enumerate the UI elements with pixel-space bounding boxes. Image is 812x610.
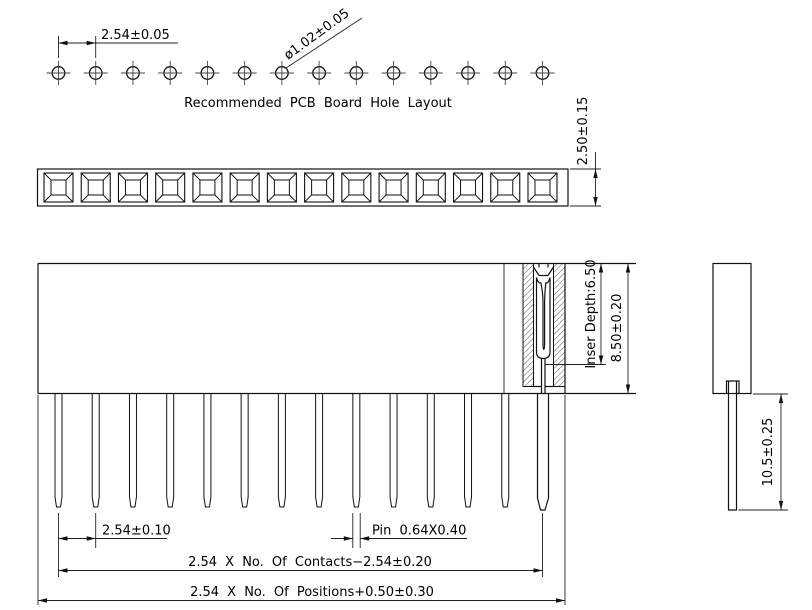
- side-view-pin: [729, 381, 737, 510]
- pin: [427, 394, 434, 508]
- pin: [465, 394, 472, 508]
- socket-inner-square: [51, 180, 66, 195]
- socket-inner-square: [461, 180, 476, 195]
- socket-chamfer-lines: [267, 173, 296, 202]
- positions-span-label: 2.54 X No. Of Positions+0.50±0.30: [190, 585, 434, 600]
- hole-crosshair: [307, 61, 331, 85]
- top-view-sockets: [44, 173, 557, 202]
- side-view-body: [713, 264, 751, 394]
- pin: [241, 394, 248, 508]
- pin: [278, 394, 285, 508]
- socket-inner-square: [200, 180, 215, 195]
- socket-inner-square: [386, 180, 401, 195]
- socket-inner-square: [535, 180, 550, 195]
- socket-chamfer-lines: [342, 173, 371, 202]
- socket-inner-square: [498, 180, 513, 195]
- socket-chamfer-lines: [156, 173, 185, 202]
- strip-height-label: 2.50±0.15: [576, 96, 591, 166]
- hole-diameter-label: ø1.02±0.05: [281, 5, 353, 64]
- pin: [316, 394, 323, 508]
- hole-crosshair: [121, 61, 145, 85]
- socket-inner-square: [423, 180, 438, 195]
- socket-chamfer-lines: [528, 173, 557, 202]
- hole-crosshair: [382, 61, 406, 85]
- socket-chamfer-lines: [230, 173, 259, 202]
- pin: [390, 394, 397, 508]
- pin: [502, 394, 509, 508]
- hole-crosshair: [344, 61, 368, 85]
- pin: [353, 394, 360, 508]
- socket-inner-square: [125, 180, 140, 195]
- pin-length-label: 10.5±0.25: [761, 417, 776, 487]
- pin: [204, 394, 211, 508]
- section-pin: [538, 394, 549, 511]
- socket-chamfer-lines: [305, 173, 334, 202]
- socket-contact: [537, 278, 551, 359]
- hole-pitch-label: 2.54±0.05: [101, 28, 170, 43]
- socket-inner-square: [312, 180, 327, 195]
- contacts-span-label: 2.54 X No. Of Contacts−2.54±0.20: [188, 555, 432, 570]
- pin: [55, 394, 62, 508]
- socket-chamfer-lines: [379, 173, 408, 202]
- pin-pitch-label: 2.54±0.10: [102, 523, 171, 539]
- front-view: [38, 264, 636, 511]
- hole-layout-caption: Recommended PCB Board Hole Layout: [184, 96, 452, 111]
- socket-inner-square: [88, 180, 103, 195]
- top-view-body: [38, 169, 569, 206]
- bottom-extension-lines: [38, 395, 565, 605]
- socket-inner-square: [237, 180, 252, 195]
- hole-crosshair: [419, 61, 443, 85]
- insert-depth-label: Inser Depth:6.50: [584, 259, 599, 369]
- socket-inner-square: [163, 180, 178, 195]
- hole-crosshair: [270, 61, 294, 85]
- socket-chamfer-lines: [491, 173, 520, 202]
- side-view: [713, 264, 751, 511]
- socket-chamfer-lines: [118, 173, 147, 202]
- hole-crosshair: [456, 61, 480, 85]
- socket-inner-square: [274, 180, 289, 195]
- hole-crosshair: [47, 61, 71, 85]
- socket-chamfer-lines: [416, 173, 445, 202]
- pin-size-label: Pin 0.64X0.40: [372, 523, 467, 539]
- pin: [167, 394, 174, 508]
- section-wall-right: [554, 264, 566, 387]
- body-height-dimension: [626, 264, 630, 394]
- hole-crosshair: [530, 61, 554, 85]
- pin: [92, 394, 99, 508]
- hole-crosshair: [233, 61, 257, 85]
- socket-chamfer-lines: [193, 173, 222, 202]
- socket-chamfer-lines: [454, 173, 483, 202]
- hole-crosshair: [158, 61, 182, 85]
- hole-crosshair: [84, 61, 108, 85]
- section-wall-left: [523, 264, 534, 387]
- hole-crosshair: [195, 61, 219, 85]
- socket-chamfer-lines: [81, 173, 110, 202]
- pcb-hole-layout-view: [47, 61, 555, 85]
- pin: [129, 394, 136, 508]
- socket-chamfer-lines: [44, 173, 73, 202]
- hole-crosshair: [493, 61, 517, 85]
- socket-inner-square: [349, 180, 364, 195]
- front-view-pins: [55, 394, 509, 508]
- body-height-label: 8.50±0.20: [610, 293, 625, 363]
